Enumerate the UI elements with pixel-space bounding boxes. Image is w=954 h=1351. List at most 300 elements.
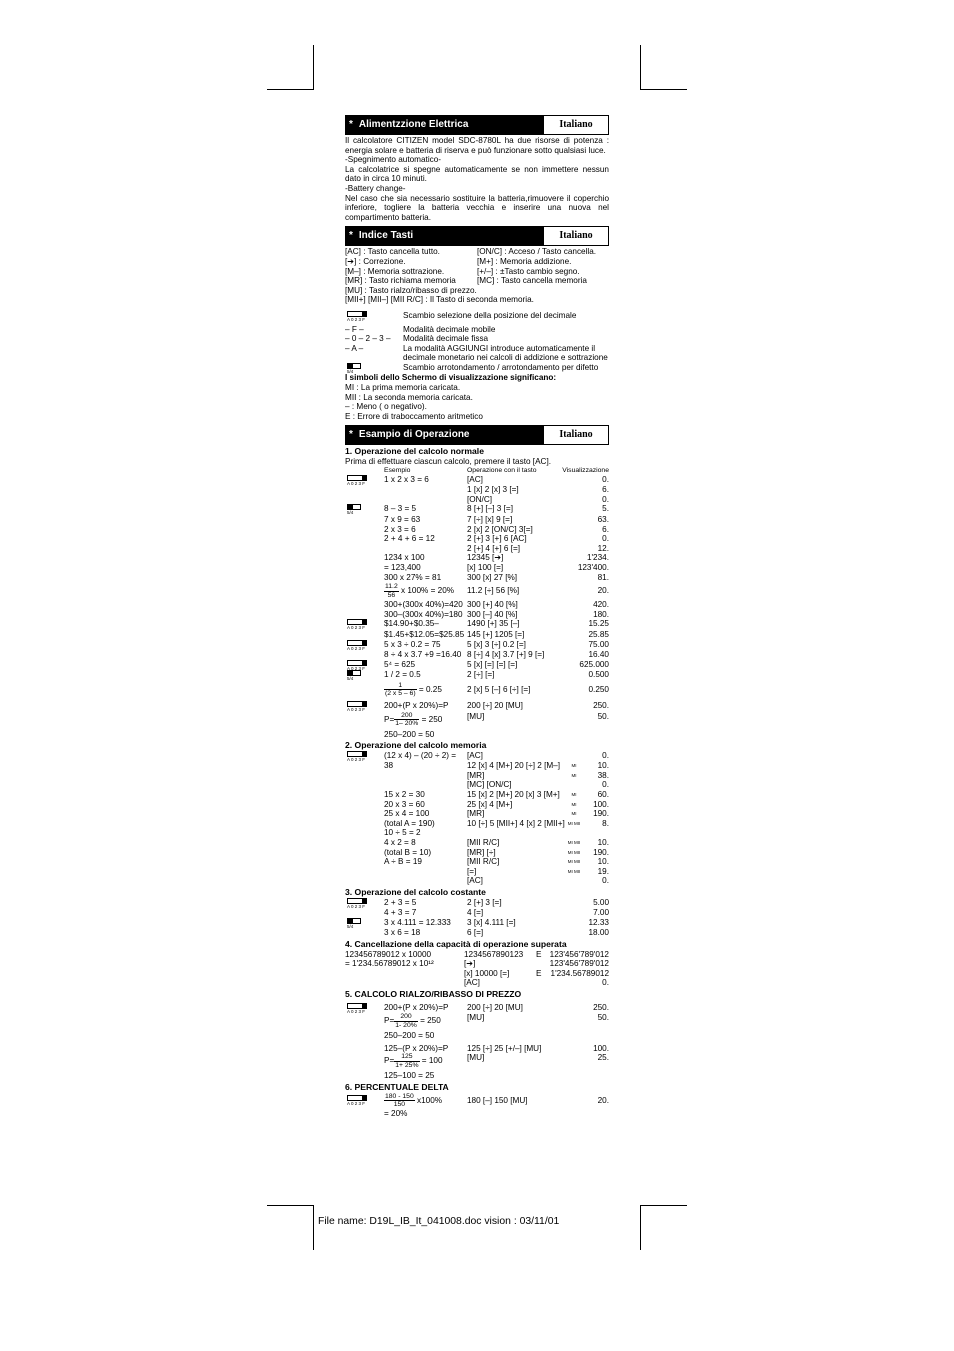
section-header-keys: * Indice Tasti Italiano xyxy=(345,226,609,246)
example-cell: 2 + 3 = 5 xyxy=(384,897,417,907)
fraction-denominator: 1– 20% xyxy=(395,720,419,727)
fraction-numerator: 200 xyxy=(394,712,419,721)
switch-cell xyxy=(345,751,384,762)
error-flag xyxy=(536,959,548,969)
fraction-denominator: 150 xyxy=(393,1101,406,1108)
switch-cell xyxy=(345,610,384,620)
round-switch-row: 5/4 Scambio arrotondamento / arrotondamento per difetto xyxy=(347,362,599,374)
table-row xyxy=(345,640,609,651)
example-cell: 300–(300x 40%)=180 xyxy=(384,609,463,619)
example-cell: (12 x 4) – (20 ÷ 2) = xyxy=(384,750,457,760)
table-row xyxy=(345,959,609,969)
switch-cell xyxy=(345,1071,384,1081)
table-row xyxy=(345,876,609,886)
example-cell: 1 x 2 x 3 = 6 xyxy=(384,474,429,484)
round-switch-icon: 5/4 xyxy=(345,670,367,678)
table-row xyxy=(345,809,609,819)
switch-cell xyxy=(345,800,384,810)
example-text: x100% xyxy=(414,1095,443,1105)
operation-cell: [MR] xyxy=(467,809,485,819)
table-header: Esempio Operazione con il tasto Visualizzazione xyxy=(384,466,609,474)
display-cell xyxy=(581,828,609,838)
switch-cell xyxy=(345,898,384,909)
switch-cell xyxy=(345,819,384,829)
switch-cell xyxy=(345,475,384,486)
operation-cell: 10 [÷] 5 [MII+] 4 [x] 2 [MII+] xyxy=(467,818,565,828)
display-cell: 15.25 xyxy=(588,619,609,629)
example-cell: 1 / 2 = 0.5 xyxy=(384,670,421,680)
crop-mark xyxy=(313,45,314,90)
operation-cell: [MU] xyxy=(467,711,485,721)
switch-cell xyxy=(345,918,384,929)
table-row xyxy=(345,828,609,838)
operation-cell: 12 [x] 4 [M+] 20 [÷] 2 [M–] xyxy=(467,761,561,771)
round-switch-icon: 5/4 xyxy=(345,504,367,512)
example-cell xyxy=(384,682,467,698)
table-row xyxy=(345,534,609,544)
switch-cell xyxy=(345,1031,384,1041)
switch-cell xyxy=(345,553,384,563)
mode-key: – A – xyxy=(345,343,364,353)
fraction-numerator: 125 xyxy=(394,1053,419,1062)
decimal-switch-icon: A 0 2 3 F xyxy=(345,1095,367,1103)
table-row xyxy=(345,682,609,698)
example-cell: 250–200 = 50 xyxy=(384,729,435,739)
key-description: [MU] : Tasto rialzo/ribasso di prezzo. xyxy=(345,285,477,295)
operation-cell: [MII R/C] xyxy=(467,838,500,848)
display-cell: 50. xyxy=(597,711,609,721)
display-cell: 18.00 xyxy=(588,928,609,938)
key-description: [+/–] : ±Tasto cambio segno. xyxy=(477,266,580,276)
example-cell: 7 x 9 = 63 xyxy=(384,515,421,524)
decimal-switch-icon: A 0 2 3 F xyxy=(345,1003,367,1011)
table-row xyxy=(345,780,609,790)
example-cell: 8 – 3 = 5 xyxy=(384,504,417,514)
key-description: [➔] : Correzione. xyxy=(345,256,406,266)
decimal-switch-icon: A 0 2 3 F xyxy=(345,640,367,648)
subsection-title: 5. CALCOLO RIALZO/RIBASSO DI PREZZO xyxy=(345,988,522,999)
table-row xyxy=(345,670,609,681)
language-label: Italiano xyxy=(543,425,609,445)
table-row xyxy=(345,928,609,938)
table-row xyxy=(345,610,609,620)
key-description: [AC] : Tasto cancella tutto. xyxy=(345,247,440,257)
example-cell: 8 ÷ 4 x 3.7 +9 =16.40 xyxy=(384,650,462,660)
operation-cell: [AC] xyxy=(464,978,480,988)
display-symbol: – : Meno ( o negativo). xyxy=(345,402,427,412)
example-markup-row xyxy=(345,1044,609,1081)
switch-cell xyxy=(345,525,384,535)
example-table-memory xyxy=(345,751,609,886)
display-cell: 10. xyxy=(597,857,609,867)
display-cell: 180. xyxy=(593,609,609,619)
fraction xyxy=(394,1053,419,1069)
example-cell: = 123,400 xyxy=(384,562,421,572)
switch-cell xyxy=(345,761,384,771)
switch-cell xyxy=(345,544,384,554)
example-cell: 125–(P x 20%)=P xyxy=(384,1043,449,1053)
mode-desc: La modalità AGGIUNGI introduce automaticamente il decimale monetario nei calcoli di addizione e sottrazione xyxy=(403,343,608,363)
example-cell: 25 x 4 = 100 xyxy=(384,809,430,819)
fraction-denominator: 56 xyxy=(387,591,396,599)
crop-mark xyxy=(267,89,314,90)
example-text: = 250 xyxy=(419,714,443,724)
mode-row xyxy=(345,325,609,335)
memory-indicator: MI MII xyxy=(567,820,581,826)
switch-cell xyxy=(345,534,384,544)
power-text-line: La calcolatrice si spegne automaticamente se non immettere nessun dato in circa 10 minuti. xyxy=(345,164,609,184)
switch-cell xyxy=(345,1003,384,1014)
display-cell: 0. xyxy=(602,750,609,760)
key-pair-row xyxy=(345,276,609,286)
manual-column xyxy=(345,115,609,1118)
table-row xyxy=(345,838,609,848)
subsection-title: 1. Operazione del calcolo normale xyxy=(345,446,484,457)
switch-cell xyxy=(345,928,384,938)
operation-cell: 5 [x] 3 [÷] 0.2 [=] xyxy=(467,639,526,649)
table-row xyxy=(345,515,609,525)
key-description: [M–] : Memoria sottrazione. xyxy=(345,266,445,276)
table-row xyxy=(345,1003,609,1014)
key-pair-row xyxy=(345,257,609,267)
subsection-title: 3. Operazione del calcolo costante xyxy=(345,887,486,897)
table-row xyxy=(345,898,609,909)
display-cell: 19. xyxy=(597,866,609,876)
display-cell: 60. xyxy=(597,790,609,800)
example-text: = 100 xyxy=(419,1056,443,1066)
example-cell: 200+(P x 20%)=P xyxy=(384,1002,449,1012)
table-row xyxy=(345,978,609,988)
table-row xyxy=(345,573,609,583)
fraction xyxy=(384,583,399,599)
error-flag: E xyxy=(536,968,542,978)
memory-indicator xyxy=(567,751,581,762)
error-flag: E xyxy=(536,949,542,959)
operation-cell: 2 [x] 2 [ON/C] 3[=] xyxy=(467,524,533,534)
example-cell xyxy=(384,771,467,781)
switch-cell xyxy=(345,838,384,848)
switch-cell xyxy=(345,660,384,671)
key-list xyxy=(345,247,609,285)
example-table-overflow xyxy=(345,950,609,988)
example-cell: 1234 x 100 xyxy=(384,553,425,563)
table-row xyxy=(345,1109,609,1119)
table-row xyxy=(345,730,609,740)
key-description: [MR] : Tasto richiama memoria xyxy=(345,276,456,286)
display-cell: 20. xyxy=(597,586,609,596)
display-symbol: MII : La seconda memoria caricata. xyxy=(345,392,473,402)
display-cell: 0. xyxy=(602,780,609,790)
switch-cell xyxy=(345,1044,384,1054)
key-list-single xyxy=(345,286,609,305)
key-description: [ON/C] : Acceso / Tasto cancella. xyxy=(477,247,597,257)
mode-list xyxy=(345,325,609,363)
switch-cell xyxy=(345,504,384,515)
switch-cell xyxy=(345,809,384,819)
subsection-intro: Prima di effettuare ciascun calcolo, premere il tasto [AC]. xyxy=(345,457,551,467)
operation-cell: 6 [=] xyxy=(467,928,484,938)
display-cell: 8. xyxy=(602,818,609,828)
display-cell: 1'234.56789012 xyxy=(550,968,609,978)
display-cell: 625.000 xyxy=(579,659,609,669)
memory-indicator: MI MII xyxy=(567,849,581,855)
example-cell xyxy=(384,544,467,554)
example-cell xyxy=(345,978,464,988)
section-title: Indice Tasti xyxy=(358,230,414,242)
operation-cell: [MU] xyxy=(467,1053,485,1063)
table-row xyxy=(345,619,609,630)
operation-cell: 145 [+] 1205 [=] xyxy=(467,629,525,639)
switch-cell xyxy=(345,857,384,867)
example-cell: (total B = 10) xyxy=(384,847,432,857)
table-row xyxy=(345,950,609,960)
language-label: Italiano xyxy=(543,115,609,135)
memory-indicator: MI xyxy=(571,792,577,798)
example-cell: A ÷ B = 19 xyxy=(384,857,422,867)
subsection-title: 4. Cancellazione della capacità di operazione superata xyxy=(345,938,567,949)
decimal-switch-row: A 0 2 3 F Scambio selezione della posizione del decimale xyxy=(347,310,577,322)
switch-cell xyxy=(345,640,384,651)
example-cell xyxy=(384,867,467,877)
display-cell: 420. xyxy=(593,600,609,610)
power-text xyxy=(345,136,609,222)
table-row xyxy=(345,544,609,554)
mode-row xyxy=(345,334,609,344)
display-cell: 7.00 xyxy=(593,908,609,918)
example-cell: 4 + 3 = 7 xyxy=(384,908,417,918)
round-switch-icon: 5/4 xyxy=(345,363,367,371)
example-cell xyxy=(384,485,467,495)
fraction-denominator: 1- 20% xyxy=(395,1021,417,1029)
display-cell: 38. xyxy=(597,770,609,780)
example-text: P= xyxy=(384,1016,395,1026)
table-row xyxy=(345,1093,609,1109)
operation-cell: 2 [+] 3 [=] xyxy=(467,897,502,907)
operation-cell: 25 [x] 4 [M+] xyxy=(467,799,513,809)
example-cell: $1.45+$12.05=$25.85 xyxy=(384,629,465,639)
operation-cell: 11.2 [÷] 56 [%] xyxy=(467,586,520,596)
example-cell: 3 x 4.111 = 12.333 xyxy=(384,917,451,927)
example-table-normal xyxy=(345,475,609,583)
switch-cell xyxy=(345,908,384,918)
display-cell: 0. xyxy=(602,494,609,504)
table-row xyxy=(345,495,609,505)
example-cell: 3 x 6 = 18 xyxy=(384,928,421,938)
memory-indicator: MI MII xyxy=(567,840,581,846)
operation-cell: 200 [÷] 20 [MU] xyxy=(467,1002,523,1012)
example-cell xyxy=(384,1053,467,1069)
power-text-line: -Spegnimento automatico- xyxy=(345,155,442,165)
example-table-constant xyxy=(345,898,609,938)
error-flag xyxy=(536,978,548,988)
operation-cell: [=] xyxy=(467,866,477,876)
operation-cell: 8 [÷] 4 [x] 3.7 [+] 9 [=] xyxy=(467,650,545,660)
display-symbol: MI : La prima memoria caricata. xyxy=(345,383,461,393)
display-cell: 12.33 xyxy=(588,917,609,927)
mode-key: – F – xyxy=(345,324,364,334)
example-cell: 5 x 3 ÷ 0.2 = 75 xyxy=(384,639,441,649)
example-cell xyxy=(345,969,464,979)
memory-indicator xyxy=(567,876,581,886)
example-cell xyxy=(384,876,467,886)
operation-cell: [MC] [ON/C] xyxy=(467,780,512,790)
switch-cell xyxy=(345,790,384,800)
decimal-switch-icon: A 0 2 3 F xyxy=(345,619,367,627)
example-cell: 38 xyxy=(384,761,394,771)
example-markup-row xyxy=(345,701,609,739)
table-row xyxy=(345,1044,609,1054)
file-name-footer: File name: D19L_IB_It_041008.doc vision : 03/11/01 xyxy=(318,1216,560,1227)
table-row xyxy=(345,761,609,771)
section-title: Esampio di Operazione xyxy=(358,429,470,441)
example-delta-row xyxy=(345,1093,609,1119)
table-row xyxy=(345,1031,609,1041)
fraction-denominator: 1+ 25% xyxy=(395,1061,419,1069)
table-row xyxy=(345,1071,609,1081)
operation-cell: 300 [+] 40 [%] xyxy=(467,600,518,610)
switch-cell xyxy=(345,771,384,781)
operation-cell: 2 [+] 3 [+] 6 [AC] xyxy=(467,534,527,544)
table-row xyxy=(345,475,609,486)
example-cell: 125–100 = 25 xyxy=(384,1071,435,1081)
table-row xyxy=(345,583,609,599)
decimal-switch-icon: A 0 2 3 F xyxy=(345,701,367,709)
crop-mark xyxy=(640,1205,687,1206)
display-cell: 250. xyxy=(593,700,609,710)
table-row xyxy=(345,660,609,671)
switch-cell xyxy=(345,485,384,495)
example-cell: 123456789012 x 10000 xyxy=(345,949,432,959)
fraction xyxy=(394,712,419,728)
switch-cell xyxy=(345,515,384,525)
example-text: x 100% = 20% xyxy=(398,586,455,596)
crop-mark xyxy=(640,89,687,90)
section-header-examples: * Esampio di Operazione Italiano xyxy=(345,425,609,445)
table-row xyxy=(345,819,609,829)
display-cell: 123'456'789'012 xyxy=(549,959,609,969)
subsection-title: 6. PERCENTUALE DELTA xyxy=(345,1081,449,1092)
example-text: = 0.25 xyxy=(416,685,442,695)
subsection-title: 2. Operazione del calcolo memoria xyxy=(345,740,487,751)
table-row xyxy=(345,918,609,929)
mode-desc: Modalità decimale fissa xyxy=(403,334,489,344)
operation-cell: [AC] xyxy=(467,750,483,760)
display-cell: 100. xyxy=(593,1043,609,1053)
switch-cell xyxy=(345,630,384,640)
fraction-numerator: 180 - 150 xyxy=(385,1092,414,1100)
switch-cell xyxy=(345,600,384,610)
display-cell: 190. xyxy=(593,809,609,819)
example-cell: 10 ÷ 5 = 2 xyxy=(384,828,421,838)
key-pair-row xyxy=(345,247,609,257)
display-cell: 123'456'789'012 xyxy=(549,949,609,959)
operation-cell: 125 [÷] 25 [+/–] [MU] xyxy=(467,1043,542,1053)
operation-cell: [x] 100 [=] xyxy=(467,562,504,572)
display-cell: 5. xyxy=(602,504,609,514)
switch-cell xyxy=(345,670,384,681)
example-cell: 250–200 = 50 xyxy=(384,1031,435,1041)
display-symbols-heading: I simboli dello Schermo di visualizzazione significano: xyxy=(345,373,557,383)
section-title: Alimentzzione Elettrica xyxy=(358,119,469,130)
display-cell: 6. xyxy=(602,485,609,495)
switch-cell xyxy=(345,495,384,505)
example-cell: 300+(300x 40%)=420 xyxy=(384,600,463,610)
operation-cell: 200 [÷] 20 [MU] xyxy=(467,700,523,710)
display-cell: 0. xyxy=(602,474,609,484)
mode-key: – 0 – 2 – 3 – xyxy=(345,334,391,344)
operation-cell: 15 [x] 2 [M+] 20 [x] 3 [M+] xyxy=(467,790,560,800)
operation-cell: 2 [÷] [=] xyxy=(467,670,495,680)
fraction xyxy=(394,1013,418,1029)
example-cell: = 1'234.56789012 x 10¹² xyxy=(345,959,434,969)
operation-cell: 1490 [+] 35 [–] xyxy=(467,619,520,629)
operation-cell: 3 [x] 4.111 [=] xyxy=(467,917,516,927)
memory-indicator: MI MII xyxy=(567,859,581,865)
display-cell: 10. xyxy=(597,761,609,771)
display-cell: 63. xyxy=(597,515,609,524)
example-cell xyxy=(384,495,467,505)
mode-row xyxy=(345,344,609,363)
display-cell: 81. xyxy=(597,572,609,582)
operation-cell: 300 [x] 27 [%] xyxy=(467,572,518,582)
memory-indicator: MI MII xyxy=(567,868,581,874)
display-cell: 75.00 xyxy=(588,639,609,649)
example-table-normal-b xyxy=(345,600,609,681)
operation-cell: [MII R/C] xyxy=(467,857,500,867)
example-text: = 250 xyxy=(417,1016,441,1026)
memory-indicator: MI xyxy=(571,811,577,817)
example-cell: 20 x 3 = 60 xyxy=(384,799,425,809)
crop-mark xyxy=(313,1205,314,1250)
fraction xyxy=(384,682,417,698)
operation-cell: 2 [x] 5 [–] 6 [÷] [=] xyxy=(467,685,531,695)
operation-cell: 4 [=] xyxy=(467,908,484,918)
example-cell xyxy=(384,712,467,728)
operation-cell: 8 [+] [–] 3 [=] xyxy=(467,504,513,514)
operation-cell: [ON/C] xyxy=(467,494,493,504)
example-fraction-row xyxy=(345,682,609,698)
key-description: [M+] : Memoria addizione. xyxy=(477,256,572,266)
decimal-switch-icon: A 0 2 3 F xyxy=(345,898,367,906)
example-cell xyxy=(384,583,467,599)
display-cell: 16.40 xyxy=(588,650,609,660)
display-cell: 0. xyxy=(602,876,609,886)
example-text: P= xyxy=(384,714,395,724)
switch-cell xyxy=(345,701,384,712)
table-row xyxy=(345,867,609,877)
example-cell: = 20% xyxy=(384,1108,408,1118)
crop-mark xyxy=(640,45,641,90)
example-cell xyxy=(384,1093,467,1109)
table-row xyxy=(345,908,609,918)
display-cell: 100. xyxy=(593,799,609,809)
key-description: [MC] : Tasto cancella memoria xyxy=(477,276,587,286)
display-symbol: E : Errore di traboccamento aritmetico xyxy=(345,411,483,421)
fraction-numerator: 1 xyxy=(384,682,417,691)
section-header-power: * Alimentzzione Elettrica Italiano xyxy=(345,115,609,135)
fraction-denominator: (2 x 5 – 6) xyxy=(385,690,416,698)
display-cell: 5.00 xyxy=(593,897,609,907)
key-pair-row xyxy=(345,267,609,277)
operation-cell: [AC] xyxy=(467,876,483,886)
power-text-line: Il calcolatore CITIZEN model SDC-8780L ha due risorse di potenza : energia solare e batteria di riserva e può funzionare sotto qualsiasi luce. xyxy=(345,136,609,155)
table-row xyxy=(345,857,609,867)
table-row xyxy=(345,563,609,573)
example-cell xyxy=(384,780,467,790)
display-symbols-list xyxy=(345,383,609,421)
switch-cell xyxy=(345,867,384,877)
table-row xyxy=(345,790,609,800)
